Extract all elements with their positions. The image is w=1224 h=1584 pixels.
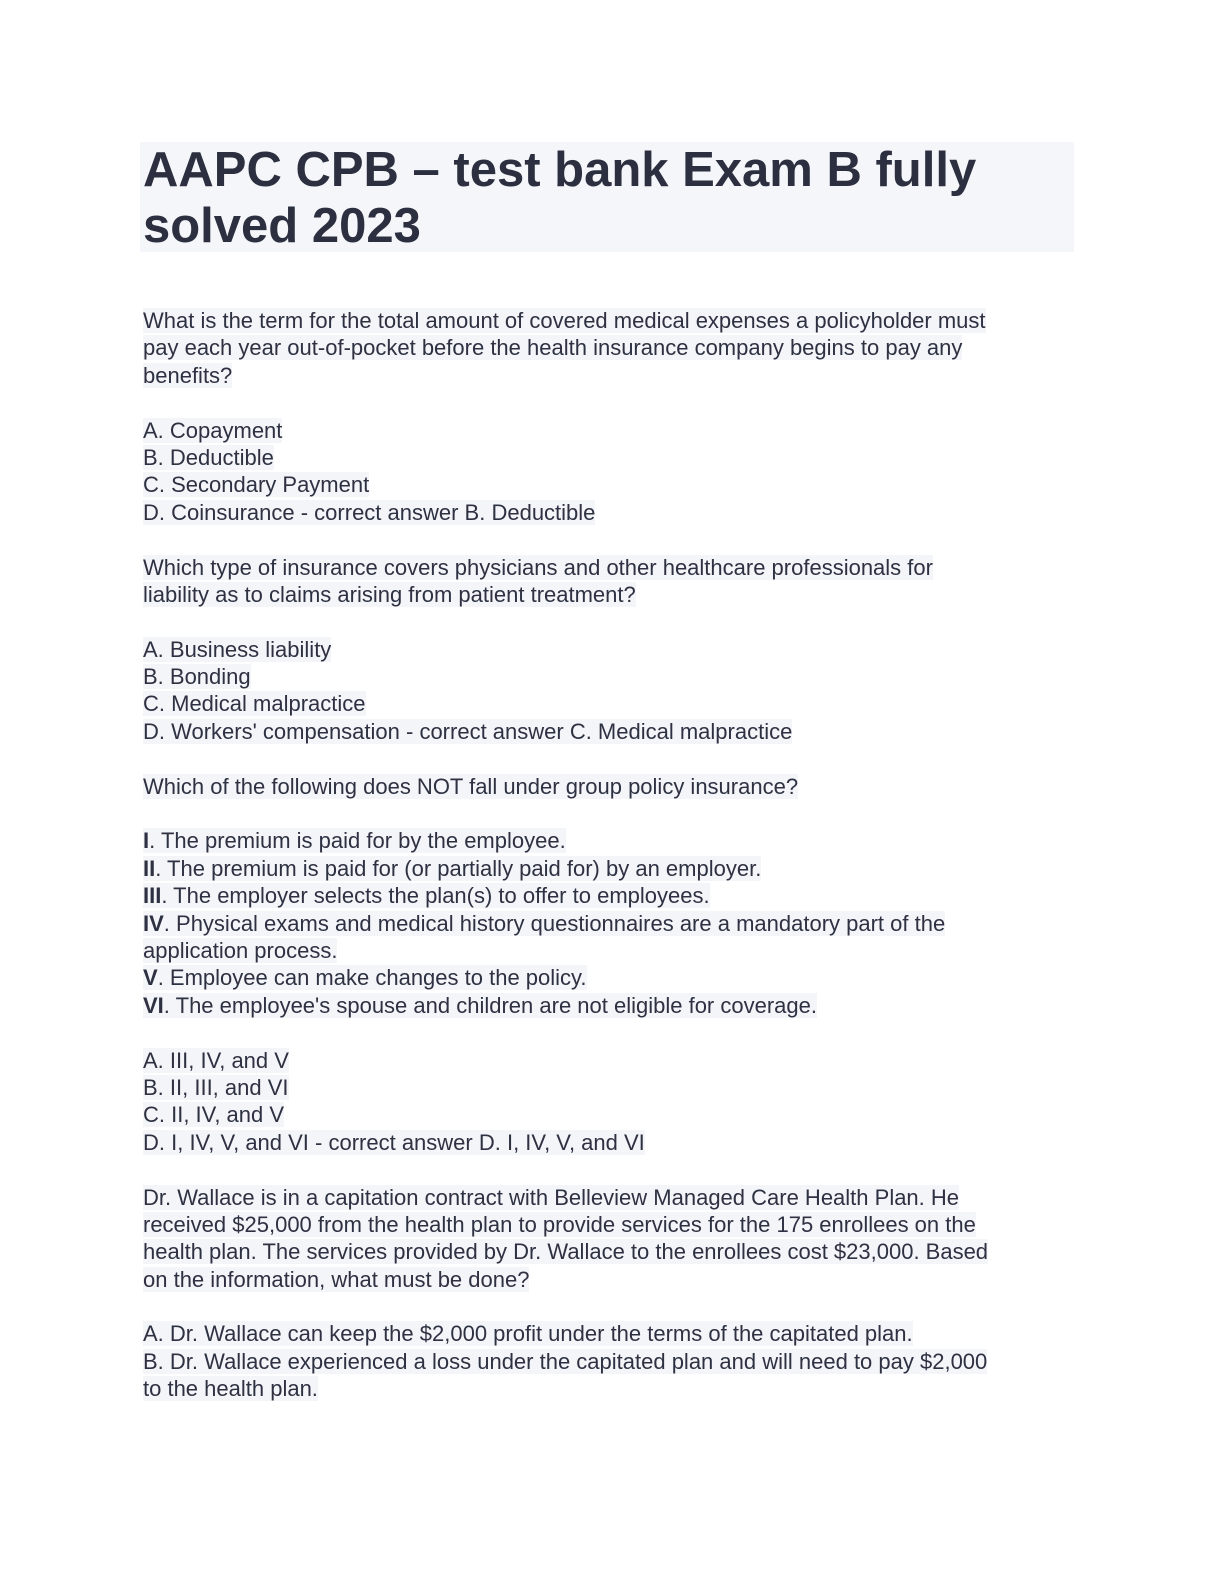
answer-option: B. Bonding — [143, 664, 251, 690]
question-3 — [143, 773, 1073, 1156]
statement-line — [143, 910, 1073, 937]
statement-text: . Physical exams and medical history questionnaires are a mandatory part of the — [163, 910, 946, 936]
answer-option: B. Dr. Wallace experienced a loss under the capitated plan and will need to pay $2,000 — [143, 1348, 988, 1374]
answer-option: C. Medical malpractice — [143, 691, 366, 717]
statement-text: application process. — [143, 937, 338, 963]
question-stem-line: pay each year out-of-pocket before the health insurance company begins to pay any — [143, 335, 963, 361]
question-stem-line: Which type of insurance covers physicians and other healthcare professionals for — [143, 554, 933, 580]
document-title — [143, 142, 1063, 254]
answer-option: to the health plan. — [143, 1376, 318, 1402]
statement-text: . The employee's spouse and children are not eligible for coverage. — [163, 992, 817, 1018]
question-stem-line: What is the term for the total amount of covered medical expenses a policyholder must — [143, 308, 986, 333]
question-4 — [143, 1184, 1073, 1403]
answer-option: A. Dr. Wallace can keep the $2,000 profit under the terms of the capitated plan. — [143, 1321, 913, 1347]
statement-line — [143, 827, 1073, 854]
title-block — [140, 142, 1074, 252]
statement-number: II — [143, 855, 156, 881]
question-1 — [143, 307, 1073, 526]
statement-line — [143, 937, 1073, 964]
answer-option-with-correct-answer: D. Coinsurance - correct answer B. Deductible — [143, 499, 596, 525]
statement-number: VI — [143, 992, 164, 1018]
statement-number: IV — [143, 910, 164, 936]
statement-line — [143, 882, 1073, 909]
statement-line — [143, 855, 1073, 882]
statement-number: III — [143, 883, 162, 909]
answer-option: C. Secondary Payment — [143, 472, 370, 498]
statement-number: I — [143, 828, 150, 854]
answer-option: B. Deductible — [143, 444, 274, 470]
question-stem-line: received $25,000 from the health plan to provide services for the 175 enrollees on the — [143, 1211, 976, 1237]
title-line-2: solved 2023 — [143, 199, 421, 253]
statement-number: V — [143, 965, 158, 991]
statement-text: . The premium is paid for (or partially paid for) by an employer. — [155, 855, 762, 881]
question-stem-line: liability as to claims arising from patient treatment? — [143, 581, 636, 607]
answer-option: C. II, IV, and V — [143, 1102, 285, 1128]
answer-option: A. Copayment — [143, 417, 283, 443]
statement-text: . The premium is paid for by the employee. — [149, 828, 566, 854]
answer-option-with-correct-answer: D. I, IV, V, and VI - correct answer D. I, IV, V, and VI — [143, 1129, 645, 1155]
question-stem-line: Which of the following does NOT fall under group policy insurance? — [143, 773, 799, 799]
document-body — [143, 307, 1073, 1403]
answer-option-with-correct-answer: D. Workers' compensation - correct answer C. Medical malpractice — [143, 718, 793, 744]
question-stem-line: Dr. Wallace is in a capitation contract with Belleview Managed Care Health Plan. He — [143, 1184, 960, 1210]
question-stem-line: on the information, what must be done? — [143, 1266, 530, 1292]
statement-text: . The employer selects the plan(s) to offer to employees. — [161, 883, 710, 909]
statement-line — [143, 964, 1073, 991]
statement-text: . Employee can make changes to the policy. — [157, 965, 587, 991]
question-2 — [143, 554, 1073, 746]
question-stem-line: health plan. The services provided by Dr. Wallace to the enrollees cost $23,000. Based — [143, 1239, 989, 1265]
answer-option: A. Business liability — [143, 636, 332, 662]
question-stem-line: benefits? — [143, 362, 233, 388]
statement-line — [143, 992, 1073, 1019]
answer-option: B. II, III, and VI — [143, 1074, 289, 1100]
answer-option: A. III, IV, and V — [143, 1047, 289, 1073]
title-line-1: AAPC CPB – test bank Exam B fully — [143, 143, 977, 197]
